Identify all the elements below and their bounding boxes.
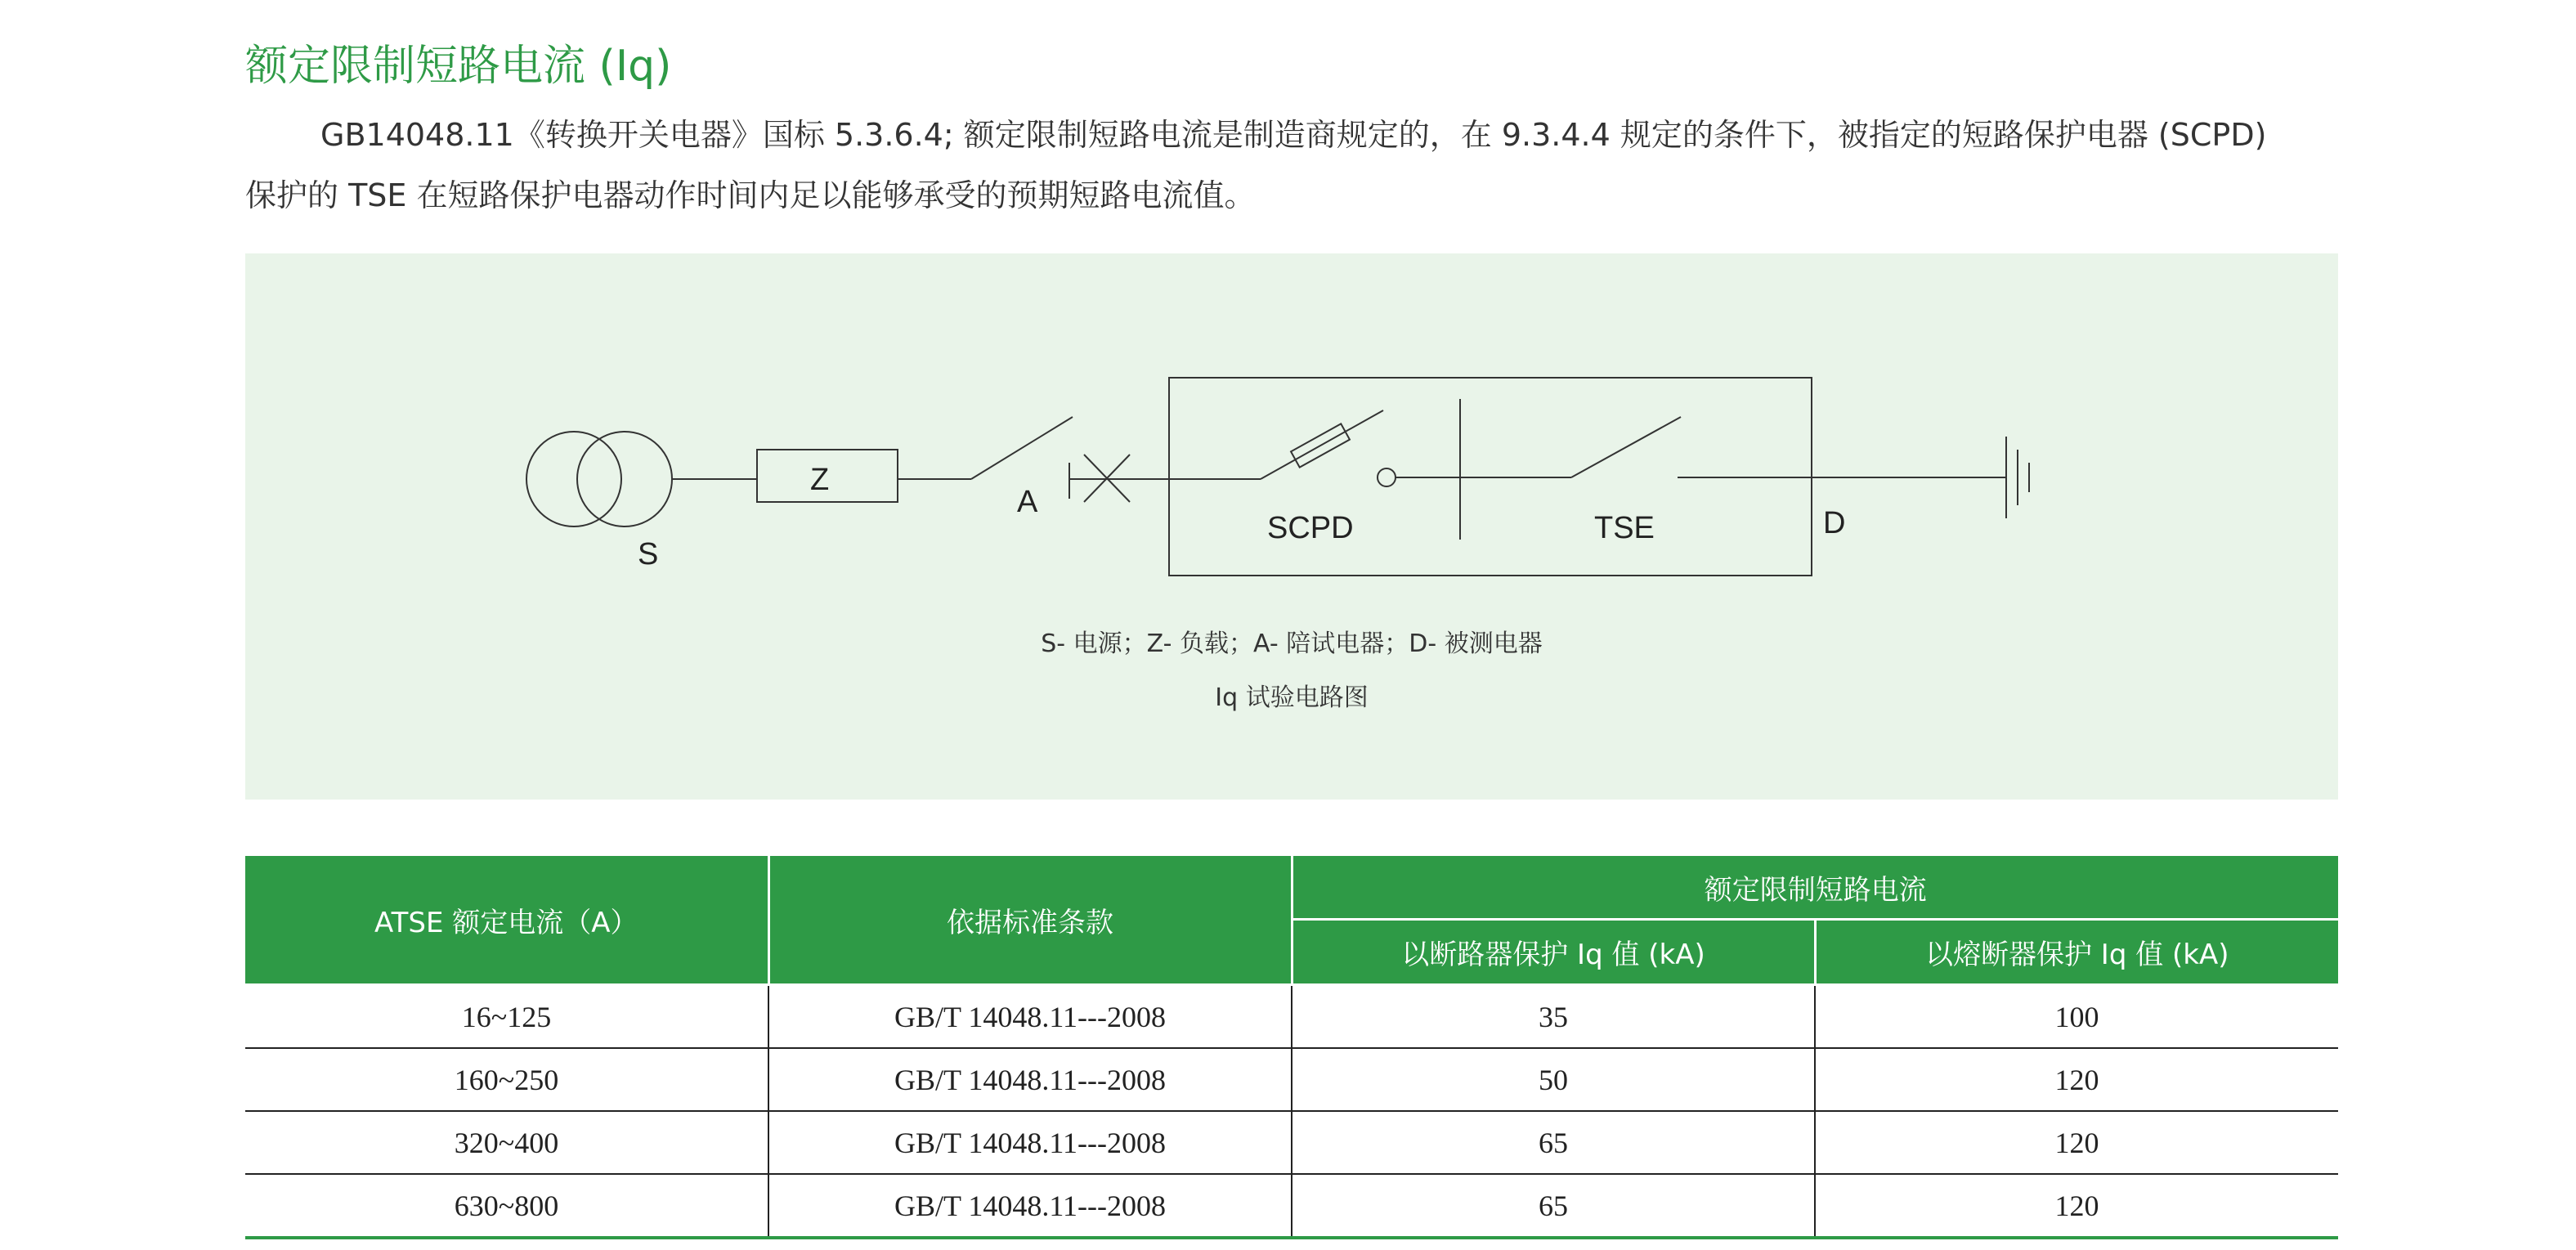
- test-circuit-diagram-panel: [245, 253, 2338, 800]
- label-aux-device: A: [1017, 485, 1038, 519]
- cell-current: 630~800: [245, 1174, 768, 1238]
- source-coil-right: [577, 432, 672, 526]
- switch-a-blade: [971, 417, 1073, 479]
- label-scpd: SCPD: [1267, 511, 1354, 545]
- paragraph-line-1: GB14048.11《转换开关电器》国标 5.3.6.4; 额定限制短路电流是制造商规定的，在 9.3.4.4 规定的条件下，被指定的短路保护电器 (SCPD): [320, 117, 2267, 153]
- scpd-blade: [1261, 410, 1383, 479]
- description-paragraph: [245, 105, 2338, 226]
- header-rated-current: ATSE 额定电流（A）: [245, 856, 768, 985]
- cell-standard: GB/T 14048.11---2008: [768, 985, 1292, 1049]
- label-impedance: Z: [810, 463, 830, 497]
- label-tse: TSE: [1594, 511, 1655, 545]
- source-coil-left: [526, 432, 621, 526]
- cell-breaker-iq: 65: [1292, 1111, 1815, 1174]
- cell-fuse-iq: 120: [1815, 1111, 2338, 1174]
- cell-current: 160~250: [245, 1048, 768, 1111]
- paragraph-line-2: 保护的 TSE 在短路保护电器动作时间内足以能够承受的预期短路电流值。: [245, 177, 1256, 213]
- table-row: [245, 1174, 2338, 1238]
- cell-breaker-iq: 35: [1292, 985, 1815, 1049]
- table-row: [245, 1111, 2338, 1174]
- cell-breaker-iq: 50: [1292, 1048, 1815, 1111]
- diagram-caption: Iq 试验电路图: [1215, 683, 1369, 712]
- header-standard-clause: 依据标准条款: [768, 856, 1292, 985]
- scpd-contact: [1378, 468, 1396, 486]
- diagram-legend: S- 电源；Z- 负载；A- 陪试电器；D- 被测电器: [1041, 629, 1543, 658]
- cell-current: 16~125: [245, 985, 768, 1049]
- cell-fuse-iq: 120: [1815, 1048, 2338, 1111]
- table-row: [245, 985, 2338, 1049]
- iq-spec-table: [245, 856, 2338, 1239]
- header-fuse-iq: 以熔断器保护 Iq 值 (kA): [1815, 920, 2338, 985]
- label-device-under-test: D: [1823, 506, 1846, 540]
- table-row: [245, 1048, 2338, 1111]
- header-iq-group: 额定限制短路电流: [1292, 856, 2338, 920]
- cell-fuse-iq: 120: [1815, 1174, 2338, 1238]
- circuit-diagram: [245, 253, 2338, 800]
- cell-fuse-iq: 100: [1815, 985, 2338, 1049]
- cell-breaker-iq: 65: [1292, 1174, 1815, 1238]
- label-source: S: [638, 537, 659, 571]
- section-title: 额定限制短路电流 (Iq): [245, 42, 672, 91]
- tse-blade: [1571, 417, 1681, 477]
- header-breaker-iq: 以断路器保护 Iq 值 (kA): [1292, 920, 1815, 985]
- cell-standard: GB/T 14048.11---2008: [768, 1111, 1292, 1174]
- cell-current: 320~400: [245, 1111, 768, 1174]
- cell-standard: GB/T 14048.11---2008: [768, 1174, 1292, 1238]
- cell-standard: GB/T 14048.11---2008: [768, 1048, 1292, 1111]
